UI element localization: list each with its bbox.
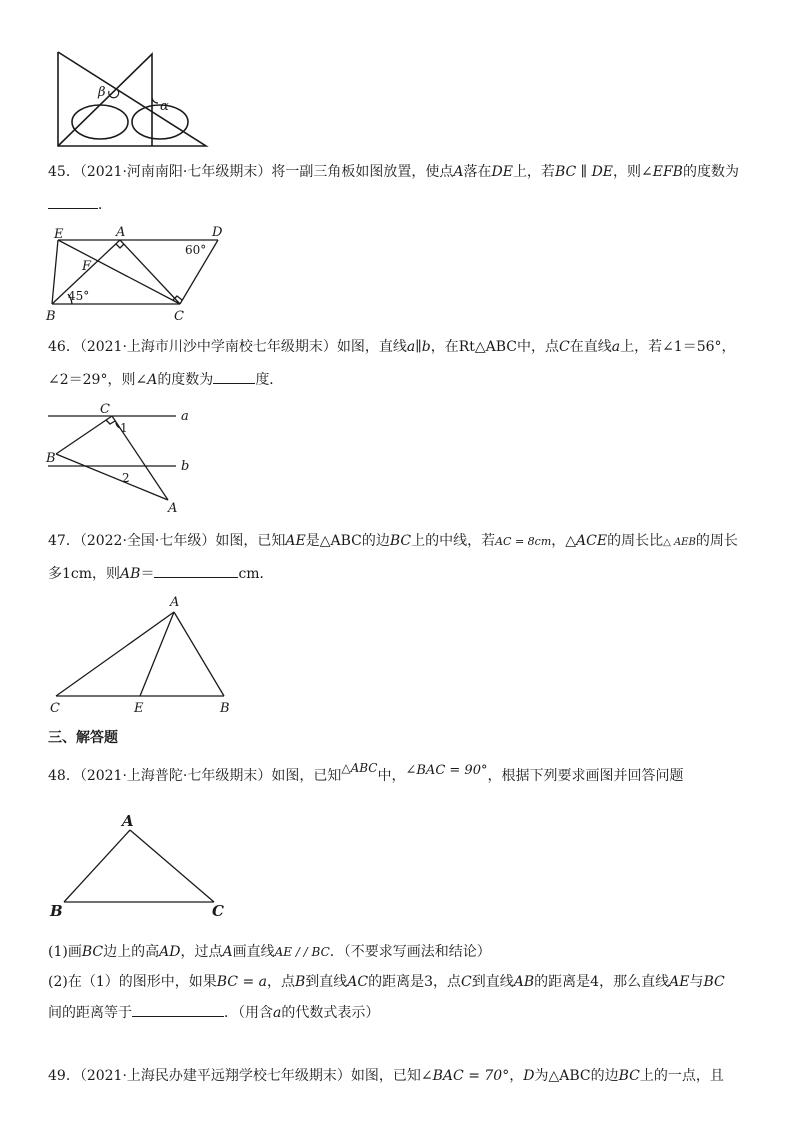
- q46-rt: Rt△ABC: [458, 339, 517, 355]
- fig45-60: 60°: [185, 243, 207, 257]
- q45-source: （2021·河南南阳·七年级期末）: [79, 164, 272, 180]
- q48-text: 画直线: [232, 944, 275, 960]
- figure-q48: [48, 812, 238, 922]
- q48-a: A: [222, 944, 233, 960]
- q48-text: 间的距离等于: [48, 1005, 132, 1021]
- fig45-a: A: [116, 225, 126, 240]
- fig47-a: A: [170, 595, 180, 610]
- q45-number: 45．: [48, 164, 80, 180]
- fig46-a: A: [168, 501, 178, 515]
- fig46-a-line: a: [181, 409, 189, 424]
- q47-text: 的周长: [695, 533, 738, 549]
- q47-ac: AC = 8cm: [495, 535, 552, 548]
- q45-angle: ∠EFB: [641, 164, 683, 180]
- q48-line1: [48, 761, 684, 787]
- q49-source: （2021·上海民办建平远翔学校七年级期末）: [79, 1068, 351, 1084]
- q48-text: ．（不要求写画法和结论）: [329, 944, 491, 960]
- fig45-b: B: [46, 309, 56, 324]
- fig44-alpha: α: [160, 99, 169, 114]
- q46-source: （2021·上海市川沙中学南校七年级期末）: [79, 339, 337, 355]
- q49-triangle: △ABC: [548, 1068, 591, 1084]
- q48-part1: [48, 942, 491, 962]
- q46-text: 的度数为: [157, 372, 214, 388]
- q48-text: 中，: [377, 768, 406, 784]
- q47-text: ，: [551, 533, 566, 549]
- q47-text: 是: [305, 533, 320, 549]
- q46-text: 如图，直线: [336, 339, 407, 355]
- q46-c: C: [559, 339, 570, 355]
- q48-a-var: a: [273, 1005, 282, 1021]
- fig46-1: 1: [120, 421, 128, 435]
- q48-b: B: [295, 974, 306, 990]
- fig45-d: D: [212, 225, 223, 240]
- q46-text: 中，点: [517, 339, 559, 355]
- q48-ae-parallel: AE / / BC: [274, 945, 330, 959]
- fig48-b: B: [50, 902, 63, 920]
- fig47-e: E: [134, 701, 144, 716]
- q48-c: C: [461, 974, 472, 990]
- q48-text: ，点: [267, 974, 295, 990]
- q48-text: 的代数式表示）: [281, 1005, 380, 1021]
- figure-q44: [52, 44, 212, 154]
- q47-text: ＝: [140, 566, 155, 582]
- q48-ab: AB: [513, 974, 535, 990]
- q46-number: 46．: [48, 339, 80, 355]
- fig46-2: 2: [122, 471, 130, 485]
- q48-text: 到直线: [305, 974, 348, 990]
- q46-line1: [48, 337, 736, 357]
- q46-text: 在直线: [569, 339, 612, 355]
- q45-end: ．: [98, 197, 112, 213]
- q48-text: ，过点: [180, 944, 223, 960]
- q45-de: DE: [491, 164, 513, 180]
- q48-bc2: BC: [703, 974, 725, 990]
- q48-number: 48．: [48, 768, 80, 784]
- fig45-45: 45°: [68, 289, 90, 303]
- q47-source: （2022·全国·七年级）: [79, 533, 216, 549]
- answer-blank[interactable]: [132, 1002, 224, 1017]
- q45-text: 的度数为: [682, 164, 739, 180]
- answer-blank[interactable]: [154, 563, 238, 578]
- fig48-c: C: [212, 902, 224, 920]
- q48-ae: AE: [669, 974, 690, 990]
- q45-text: 落在: [463, 164, 492, 180]
- fig45-e: E: [54, 227, 64, 242]
- q47-aeb: △ AEB: [663, 537, 696, 548]
- fig46-c: C: [100, 402, 110, 417]
- figure-q47: [44, 592, 244, 716]
- fig45-c: C: [174, 309, 184, 324]
- fig47-c: C: [50, 701, 60, 716]
- q48-text: ．（用含: [224, 1005, 273, 1021]
- q47-line1: [48, 531, 738, 553]
- figure-q45: [44, 222, 234, 324]
- q47-text: 的周长比: [607, 533, 664, 549]
- figure-q46: [44, 400, 204, 515]
- q48-angle: ∠BAC = 90°: [405, 763, 488, 778]
- q48-text: ，根据下列要求画图并回答问题: [487, 768, 684, 784]
- q49-text: 如图，已知: [350, 1068, 421, 1084]
- q49-text: 的边: [590, 1068, 619, 1084]
- q45-line2: [48, 194, 112, 215]
- q49-bc: BC: [618, 1068, 640, 1084]
- fig46-b: B: [46, 451, 56, 466]
- q48-text: (2)在（1）的图形中，如果: [48, 974, 217, 990]
- q46-ab: a∥b: [406, 339, 431, 355]
- q48-text: 的距离是4，那么直线: [534, 974, 670, 990]
- q49-number: 49．: [48, 1068, 80, 1084]
- answer-blank[interactable]: [48, 194, 98, 209]
- fig48-a: A: [122, 812, 134, 830]
- fig45-f: F: [82, 259, 92, 274]
- q47-unit: cm．: [238, 566, 274, 582]
- q48-text: 与: [689, 974, 704, 990]
- q47-ace: △ACE: [565, 533, 608, 549]
- q48-bc-a: BC = a: [216, 974, 267, 990]
- q47-line2: [48, 563, 274, 584]
- q46-text: 上，若∠1＝56°，: [620, 339, 736, 355]
- q48-part3: [48, 1002, 379, 1023]
- q46-unit: 度．: [255, 372, 284, 388]
- q49-d: D: [523, 1068, 535, 1084]
- q47-triangle: △ABC: [319, 533, 362, 549]
- section-heading: 三、解答题: [48, 730, 118, 746]
- fig47-b: B: [220, 701, 230, 716]
- fig46-b-line: b: [181, 459, 190, 474]
- q47-text: 上的中线，若: [411, 533, 496, 549]
- q48-text: 的距离是3，点: [368, 974, 462, 990]
- q48-text: (1)画: [48, 944, 82, 960]
- q48-ac: AC: [347, 974, 369, 990]
- q47-ae: AE: [285, 533, 306, 549]
- q47-text: 的边: [361, 533, 390, 549]
- q48-ad: AD: [159, 944, 181, 960]
- q48-text: 如图，已知: [271, 768, 342, 784]
- fig44-beta: β: [98, 85, 106, 100]
- q48-bc: BC: [81, 944, 104, 960]
- q45-text: 上，若: [512, 164, 555, 180]
- q49-text: ，: [509, 1068, 524, 1084]
- q47-text: 多1cm，则: [48, 566, 121, 582]
- q46-a: a: [611, 339, 621, 355]
- q47-text: 如图，已知: [215, 533, 286, 549]
- answer-blank[interactable]: [213, 369, 255, 384]
- q49-angle: ∠BAC = 70°: [420, 1068, 510, 1084]
- q46-angle-a: A: [147, 372, 158, 388]
- q47-ab: AB: [120, 566, 141, 582]
- q45-parallel: BC ∥ DE: [554, 164, 614, 180]
- q48-source: （2021·上海普陀·七年级期末）: [79, 768, 272, 784]
- q45-text: 将一副三角板如图放置，使点: [271, 164, 454, 180]
- q47-bc: BC: [389, 533, 412, 549]
- q48-triangle: △ABC: [341, 761, 378, 775]
- q49-text: 上的一点，且: [639, 1068, 724, 1084]
- q46-line2: [48, 369, 283, 390]
- q49-text: 为: [534, 1068, 549, 1084]
- q48-text: 到直线: [471, 974, 514, 990]
- q47-number: 47．: [48, 533, 80, 549]
- q48-part2: [48, 972, 725, 992]
- q45-point-a: A: [453, 164, 464, 180]
- q45-line1: [48, 162, 739, 182]
- q49-line1: [48, 1066, 724, 1086]
- q46-text: ∠2＝29°，则∠: [48, 372, 148, 388]
- q48-text: 边上的高: [103, 944, 160, 960]
- q46-text: ，在: [430, 339, 459, 355]
- q45-text: ，则: [613, 164, 642, 180]
